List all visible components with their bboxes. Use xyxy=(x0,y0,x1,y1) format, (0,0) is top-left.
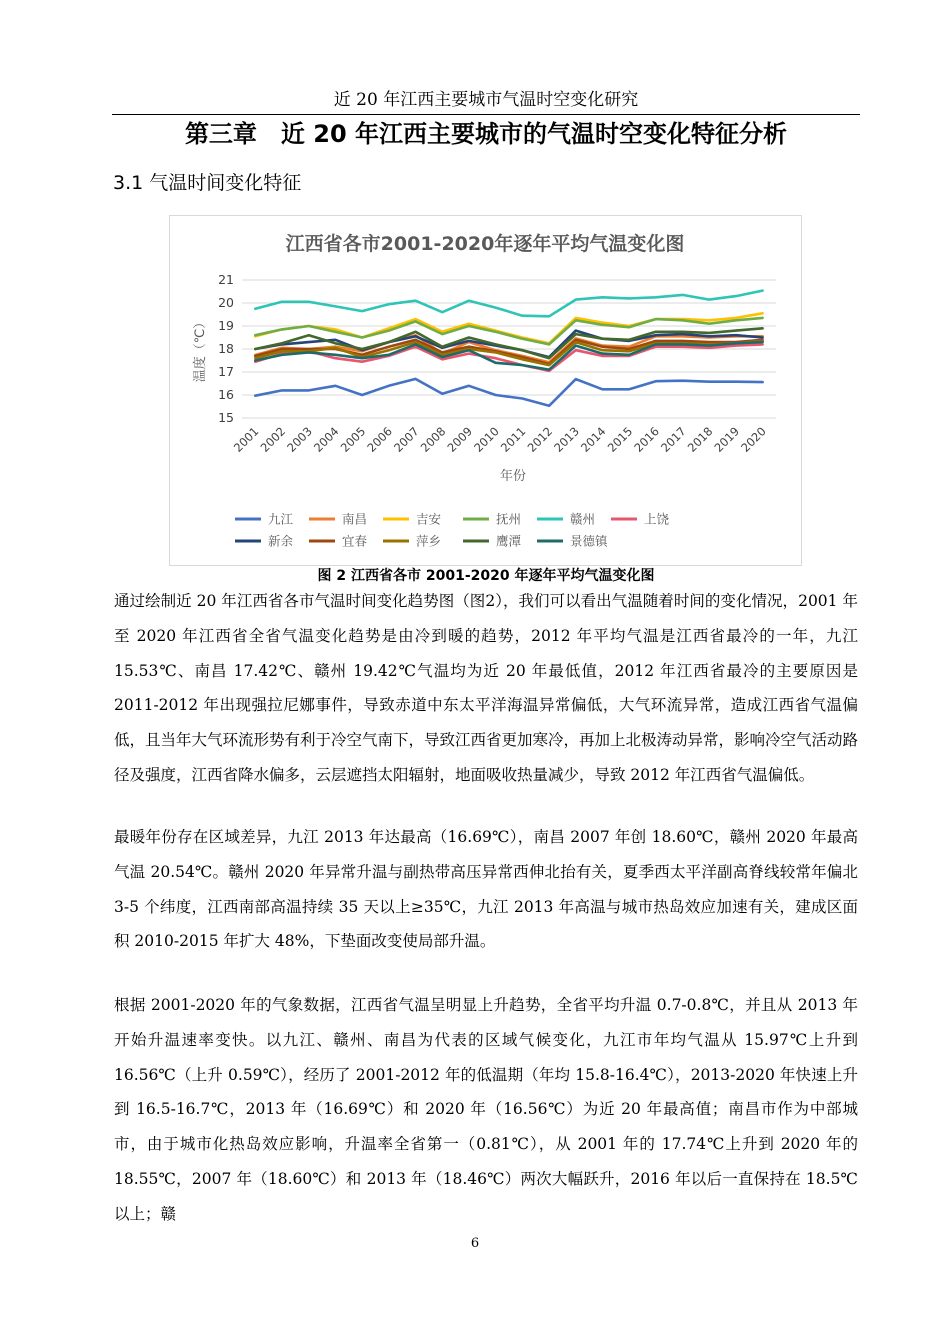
x-tick-label: 2015 xyxy=(604,424,636,455)
x-tick-label: 2017 xyxy=(658,424,689,455)
x-tick-label: 2019 xyxy=(711,424,743,455)
legend-label: 景德镇 xyxy=(570,533,608,549)
y-axis-label: 温度（℃） xyxy=(193,315,208,383)
legend-label: 新余 xyxy=(268,533,294,549)
series-line xyxy=(255,313,762,343)
x-tick-label: 2010 xyxy=(471,424,502,455)
legend-label: 南昌 xyxy=(342,511,368,527)
y-tick-label: 17 xyxy=(218,364,234,379)
x-tick-label: 2006 xyxy=(364,424,395,455)
x-tick-label: 2020 xyxy=(738,424,769,455)
y-tick-label: 15 xyxy=(218,410,234,425)
x-tick-label: 2014 xyxy=(577,424,609,455)
chart-title: 江西省各市2001-2020年逐年平均气温变化图 xyxy=(285,233,685,255)
paragraph-regional-change: 根据 2001-2020 年的气象数据，江西省气温呈明显上升趋势，全省平均升温 0.7-0.8℃，并且从 2013 年开始升温速率变快。以九江、赣州、南昌为代表的区域气候变化，九江市年均气温从 15.97℃上升到 16.56℃（上升 0.59℃），经历了 2001-2012 年的低温期（年均 15.8-16.4℃），2013-2020 年快速上升到 16.5-16.7℃，2013 年（16.69℃）和 2020 年（16.56℃）为近 20 年最高值；南昌市作为中部城市，由于城市化热岛效应影响，升温率全省第一（0.81℃），从 2001 年的 17.74℃上升到 2020 年的 18.55℃，2007 年（18.60℃）和 2013 年（18.46℃）两次大幅跃升，2016 年以后一直保持在 18.5℃以上；赣 xyxy=(114,996,858,1223)
x-tick-label: 2007 xyxy=(391,424,422,455)
x-tick-label: 2013 xyxy=(551,424,582,455)
y-tick-label: 20 xyxy=(218,295,234,310)
temperature-line-chart xyxy=(170,216,801,565)
y-tick-label: 18 xyxy=(218,341,234,356)
x-tick-label: 2018 xyxy=(684,424,716,455)
section-title: 3.1 气温时间变化特征 xyxy=(113,172,302,194)
x-tick-label: 2002 xyxy=(257,424,289,455)
legend-label: 赣州 xyxy=(570,511,596,527)
figure-chart xyxy=(169,215,802,566)
paragraph-time-trend: 通过绘制近 20 年江西省各市气温时间变化趋势图（图2），我们可以看出气温随着时间的变化情况，2001 年至 2020 年江西省全省气温变化趋势是由冷到暖的趋势，2012 年平均气温是江西省最冷的一年，九江 15.53℃、南昌 17.42℃、赣州 19.42℃气温均为近 20 年最低值，2012 年江西省最冷的主要原因是 2011-2012 年出现强拉尼娜事件，导致赤道中东太平洋海温异常偏低，大气环流异常，造成江西省气温偏低，且当年大气环流形势有利于冷空气南下，导致江西省更加寒冷，再加上北极涛动异常，影响冷空气活动路径及强度，江西省降水偏多，云层遮挡太阳辐射，地面吸收热量减少，导致 2012 年江西省气温偏低。 xyxy=(114,592,859,784)
chapter-title: 第三章 近 20 年江西主要城市的气温时空变化特征分析 xyxy=(184,120,788,148)
page-number: 6 xyxy=(470,1236,480,1251)
x-tick-label: 2004 xyxy=(310,424,342,455)
running-head: 近 20 年江西主要城市气温时空变化研究 xyxy=(333,90,639,110)
legend-label: 宜春 xyxy=(342,533,368,549)
paragraph-warmest-years: 最暖年份存在区域差异，九江 2013 年达最高（16.69℃），南昌 2007 年创 18.60℃，赣州 2020 年最高气温 20.54℃。赣州 2020 年异常升温与副热带高压异常西伸北抬有关，夏季西太平洋副高脊线较常年偏北 3-5 个纬度，江西南部高温持续 35 天以上≥35℃，九江 2013 年高温与城市热岛效应加速有关，建成区面积 2010-2015 年扩大 48%，下垫面改变使局部升温。 xyxy=(114,828,858,951)
series-line xyxy=(255,379,762,406)
header-divider xyxy=(112,114,860,115)
legend-label: 上饶 xyxy=(644,511,670,527)
x-tick-label: 2016 xyxy=(631,424,662,455)
x-tick-label: 2008 xyxy=(417,424,449,455)
legend-label: 九江 xyxy=(268,511,294,527)
figure-caption: 图 2 江西省各市 2001-2020 年逐年平均气温变化图 xyxy=(317,568,655,584)
legend-label: 抚州 xyxy=(496,511,522,527)
y-tick-label: 16 xyxy=(218,387,234,402)
x-tick-label: 2012 xyxy=(524,424,556,455)
legend-label: 萍乡 xyxy=(416,533,442,549)
x-tick-label: 2011 xyxy=(497,424,529,455)
y-tick-label: 19 xyxy=(218,318,234,333)
x-tick-label: 2009 xyxy=(444,424,476,455)
x-tick-label: 2001 xyxy=(230,424,262,455)
x-tick-label: 2005 xyxy=(337,424,369,455)
legend-label: 鹰潭 xyxy=(496,533,522,549)
x-axis-label: 年份 xyxy=(499,469,527,484)
legend-label: 吉安 xyxy=(416,511,442,527)
x-tick-label: 2003 xyxy=(284,424,315,455)
y-tick-label: 21 xyxy=(218,272,234,287)
